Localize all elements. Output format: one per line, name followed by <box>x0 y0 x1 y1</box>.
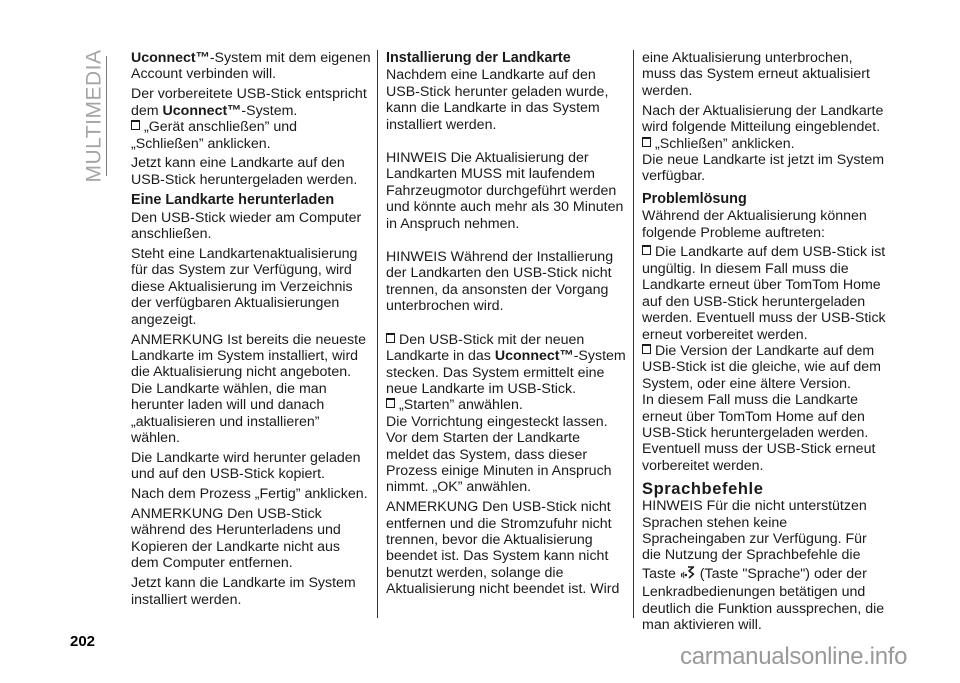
step-text: „Gerät anschließen” und „Schließen” anklicken. <box>131 119 297 152</box>
paragraph: Den USB-Stick wieder am Computer anschließen. <box>131 209 362 243</box>
paragraph: Jetzt kann die Landkarte im System installiert werden. <box>131 575 356 608</box>
note-paragraph: ANMERKUNG Ist bereits die neueste Landkarte im System installiert, wird die Aktualisierung nicht angeboten. Die Landkarte wählen, die man herunter laden will und danach „aktualisieren und installieren” wählen. <box>131 331 366 446</box>
column-1 <box>131 50 371 612</box>
paragraph: In diesem Fall muss die Landkarte erneut über TomTom Home auf den USB-Stick heruntergeladen werden. Eventuell muss der USB-Stick erneut vorbereitet werden. <box>642 392 876 474</box>
checkbox-bullet-icon <box>642 344 651 354</box>
paragraph: Nachdem eine Landkarte auf den USB-Stick herunter geladen wurde, kann die Landkarte in das System installiert werden. <box>386 67 609 133</box>
paragraph: Jetzt kann eine Landkarte auf den USB-Stick heruntergeladen werden. <box>131 155 358 188</box>
paragraph: Nach der Aktualisierung der Landkarte wird folgende Mitteilung eingeblendet. <box>642 102 884 136</box>
section-label-text: MULTIMEDIA <box>82 49 106 183</box>
checkbox-bullet-icon <box>642 245 651 255</box>
note-paragraph: HINWEIS Die Aktualisierung der Landkarten MUSS mit laufendem Fahrzeugmotor durchgeführt werden und könnte auch mehr als 30 Minuten in Anspruch nehmen. <box>386 150 624 232</box>
step-item <box>131 119 371 152</box>
paragraph: Nach dem Prozess „Fertig” anklicken. <box>131 486 368 503</box>
paragraph-text: HINWEIS Für die nicht unterstützen Sprachen stehen keine Spracheingaben zur Verfügung. Für die Nutzung der Sprachbefehle die Taste <box>642 498 867 582</box>
step-item <box>386 397 626 413</box>
paragraph: Die neue Landkarte ist jetzt im System verfügbar. <box>642 151 885 185</box>
step-text: „Starten” anwählen. <box>399 397 523 414</box>
brand-name: Uconnect™ <box>494 348 574 365</box>
note-paragraph <box>642 498 887 633</box>
section-label <box>82 49 106 183</box>
section-heading: Eine Landkarte herunterladen <box>131 192 335 209</box>
list-item <box>642 244 887 342</box>
section-heading: Installierung der Landkarte <box>386 50 571 66</box>
column-3 <box>642 50 887 637</box>
paragraph-text: (Taste "Sprache") oder der Lenkradbedienungen betätigen und deutlich die Funktion aussprechen, die man aktivieren will. <box>642 565 885 633</box>
list-item <box>642 343 887 392</box>
paragraph: eine Aktualisierung unterbrochen, muss das System erneut aktualisiert werden. <box>642 50 870 99</box>
checkbox-bullet-icon <box>642 137 651 147</box>
step-text: Den USB-Stick mit der neuen Landkarte in das <box>386 331 585 365</box>
step-text: -System stecken. Das System ermittelt eine neue Landkarte im USB-Stick. <box>386 348 626 397</box>
note-paragraph: ANMERKUNG Den USB-Stick nicht entfernen und die Stromzufuhr nicht trennen, bevor die Aktualisierung beendet ist. Das System kann nicht benutzt werden, solange die Aktualisierung nicht beendet ist. Wird <box>386 499 620 598</box>
page-number: 202 <box>70 633 96 650</box>
section-label-rule <box>106 56 107 176</box>
checkbox-bullet-icon <box>386 333 395 343</box>
note-paragraph: HINWEIS Während der Installierung der Landkarten den USB-Stick nicht trennen, da ansonsten der Vorgang unterbrochen wird. <box>386 249 614 315</box>
brand-name: Uconnect™ <box>162 102 242 119</box>
paragraph <box>131 86 371 119</box>
step-item <box>386 332 626 398</box>
paragraph-text: Der vorbereitete USB-Stick entspricht dem <box>131 86 367 119</box>
list-item-text: Die Landkarte auf dem USB-Stick ist ungültig. In diesem Fall muss die Landkarte erneut über TomTom Home auf den USB-Stick heruntergeladen werden. Eventuell muss der USB-Stick erneut vorbereitet werden. <box>642 244 886 343</box>
paragraph: Während der Aktualisierung können folgende Probleme auftreten: <box>642 208 867 241</box>
checkbox-bullet-icon <box>386 398 395 408</box>
paragraph-text: -System mit dem eigenen Account verbinden will. <box>131 50 371 83</box>
paragraph-text: -System. <box>241 102 298 119</box>
section-heading: Sprachbefehle <box>642 480 764 499</box>
column-divider <box>377 50 378 618</box>
section-heading: Problemlösung <box>642 190 747 207</box>
note-paragraph: ANMERKUNG Den USB-Stick während des Herunterladens und Kopieren der Landkarte nicht aus dem Computer entfernen. <box>131 506 341 572</box>
paragraph: Die Landkarte wird herunter geladen und auf den USB-Stick kopiert. <box>131 449 361 483</box>
watermark: carmanualsonline.info <box>680 643 908 670</box>
column-2 <box>386 50 626 601</box>
step-item <box>642 136 887 152</box>
paragraph: Steht eine Landkartenaktualisierung für das System zur Verfügung, wird diese Aktualisierung im Verzeichnis der verfügbaren Aktualisierungen angezeigt. <box>131 245 358 328</box>
brand-name: Uconnect™ <box>131 50 210 66</box>
list-item-text: Die Version der Landkarte auf dem USB-Stick ist die gleiche, wie auf dem System, oder eine ältere Version. <box>642 342 881 392</box>
column-divider <box>633 50 634 618</box>
paragraph <box>131 50 371 83</box>
checkbox-bullet-icon <box>131 120 140 130</box>
voice-command-icon <box>680 564 696 584</box>
paragraph: Die Vorrichtung eingesteckt lassen. Vor dem Starten der Landkarte meldet das System, dass dieser Prozess einige Minuten in Anspruch nimmt. „OK” anwählen. <box>386 413 612 496</box>
step-text: „Schließen” anklicken. <box>655 135 795 152</box>
